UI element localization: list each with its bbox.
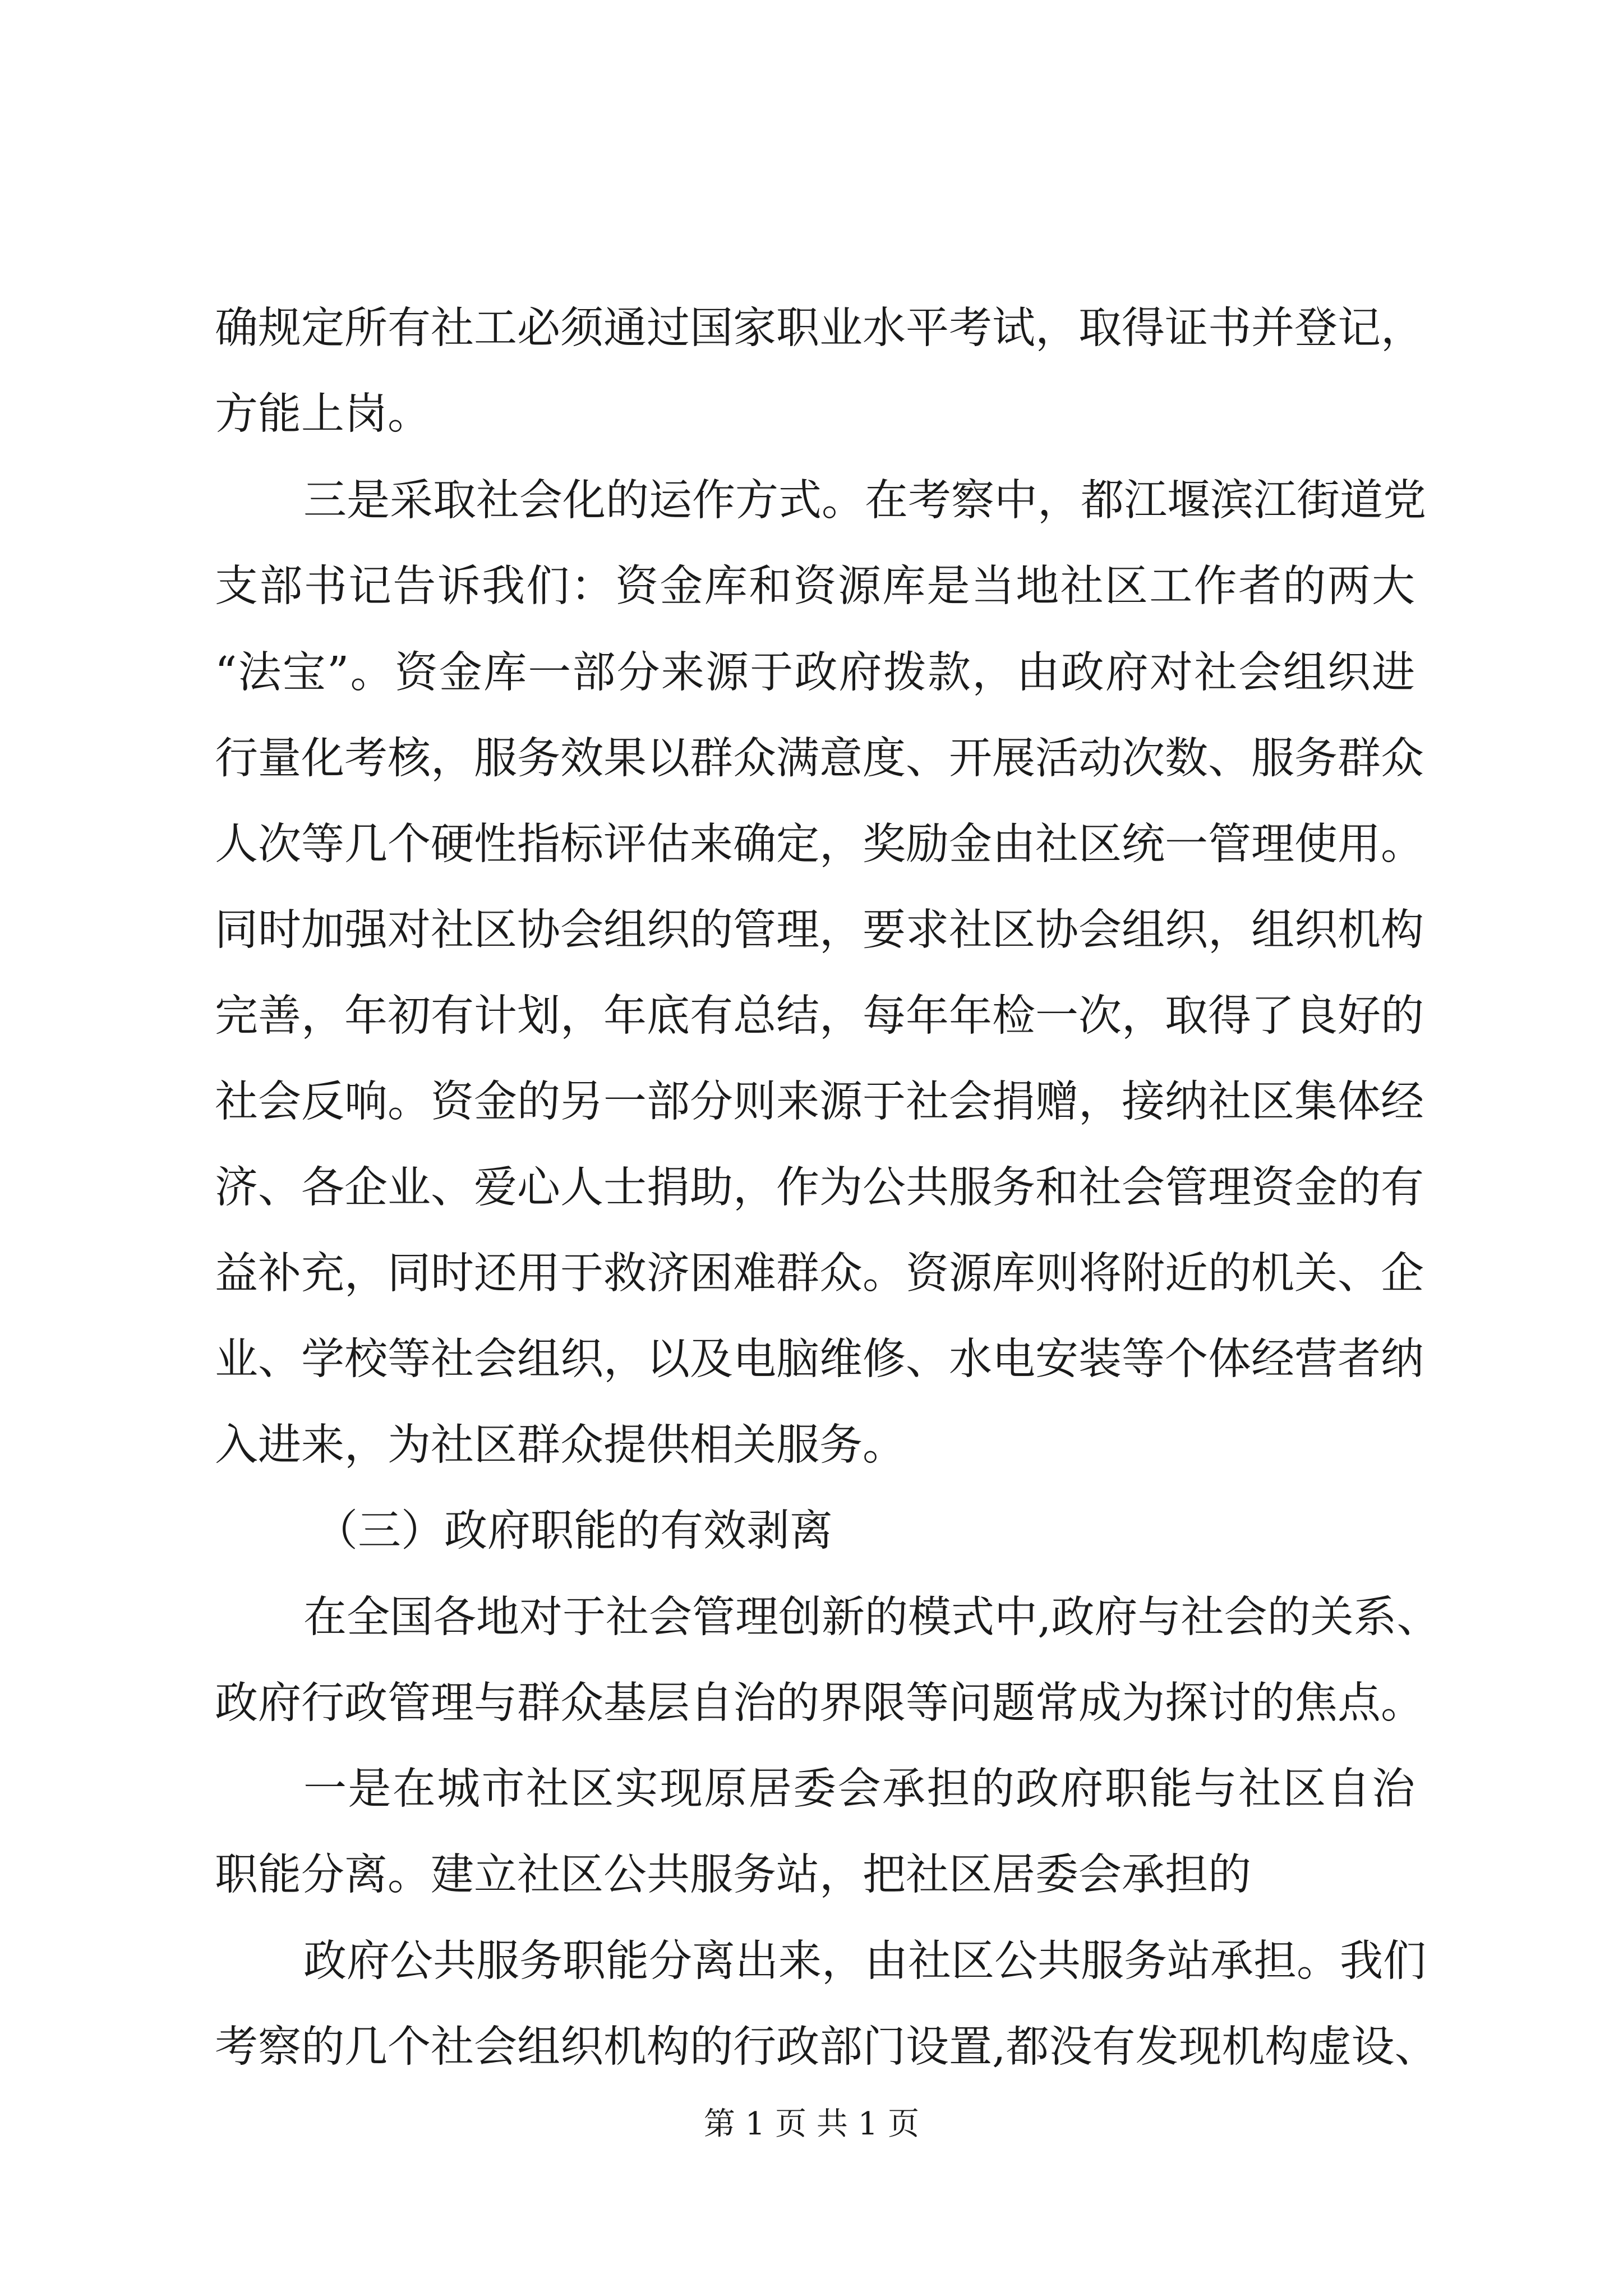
paragraph-line-2: 方能上岗。 <box>215 389 431 439</box>
section-heading: （三）政府职能的有效剥离 <box>315 1506 833 1556</box>
paragraph-line-17: 政府行政管理与群众基层自治的界限等问题常成为探讨的焦点。 <box>215 1678 1424 1728</box>
paragraph-line-1: 确规定所有社工必须通过国家职业水平考试，取得证书并登记， <box>215 303 1424 353</box>
paragraph-line-8: 同时加强对社区协会组织的管理，要求社区协会组织，组织机构 <box>215 905 1424 955</box>
paragraph-line-9: 完善，年初有计划，年底有总结，每年年检一次，取得了良好的 <box>215 991 1424 1041</box>
paragraph-line-6: 行量化考核，服务效果以群众满意度、开展活动次数、服务群众 <box>215 734 1424 784</box>
paragraph-line-21: 考察的几个社会组织机构的行政部门设置,都没有发现机构虚设、 <box>215 2022 1438 2072</box>
page-number-footer: 第 1 页 共 1 页 <box>703 2106 920 2142</box>
paragraph-line-7: 人次等几个硬性指标评估来确定，奖励金由社区统一管理使用。 <box>215 820 1424 869</box>
paragraph-line-3: 三是采取社会化的运作方式。在考察中，都江堰滨江街道党 <box>303 476 1426 526</box>
paragraph-line-11: 济、各企业、爱心人士捐助，作为公共服务和社会管理资金的有 <box>215 1163 1424 1213</box>
paragraph-line-10: 社会反响。资金的另一部分则来源于社会捐赠，接纳社区集体经 <box>215 1077 1424 1127</box>
paragraph-line-19: 职能分离。建立社区公共服务站，把社区居委会承担的 <box>215 1850 1251 1900</box>
paragraph-line-16: 在全国各地对于社会管理创新的模式中,政府与社会的关系、 <box>303 1593 1440 1642</box>
paragraph-line-18: 一是在城市社区实现原居委会承担的政府职能与社区自治 <box>303 1764 1415 1814</box>
paragraph-line-14: 入进来，为社区群众提供相关服务。 <box>215 1420 906 1470</box>
paragraph-line-4: 支部书记告诉我们：资金库和资源库是当地社区工作者的两大 <box>215 562 1415 611</box>
paragraph-line-12: 益补充，同时还用于救济困难群众。资源库则将附近的机关、企 <box>215 1249 1424 1299</box>
paragraph-line-13: 业、学校等社会组织，以及电脑维修、水电安装等个体经营者纳 <box>215 1335 1424 1384</box>
paragraph-line-5: “法宝”。资金库一部分来源于政府拨款，由政府对社会组织进 <box>215 648 1415 698</box>
paragraph-line-20: 政府公共服务职能分离出来，由社区公共服务站承担。我们 <box>303 1936 1426 1986</box>
